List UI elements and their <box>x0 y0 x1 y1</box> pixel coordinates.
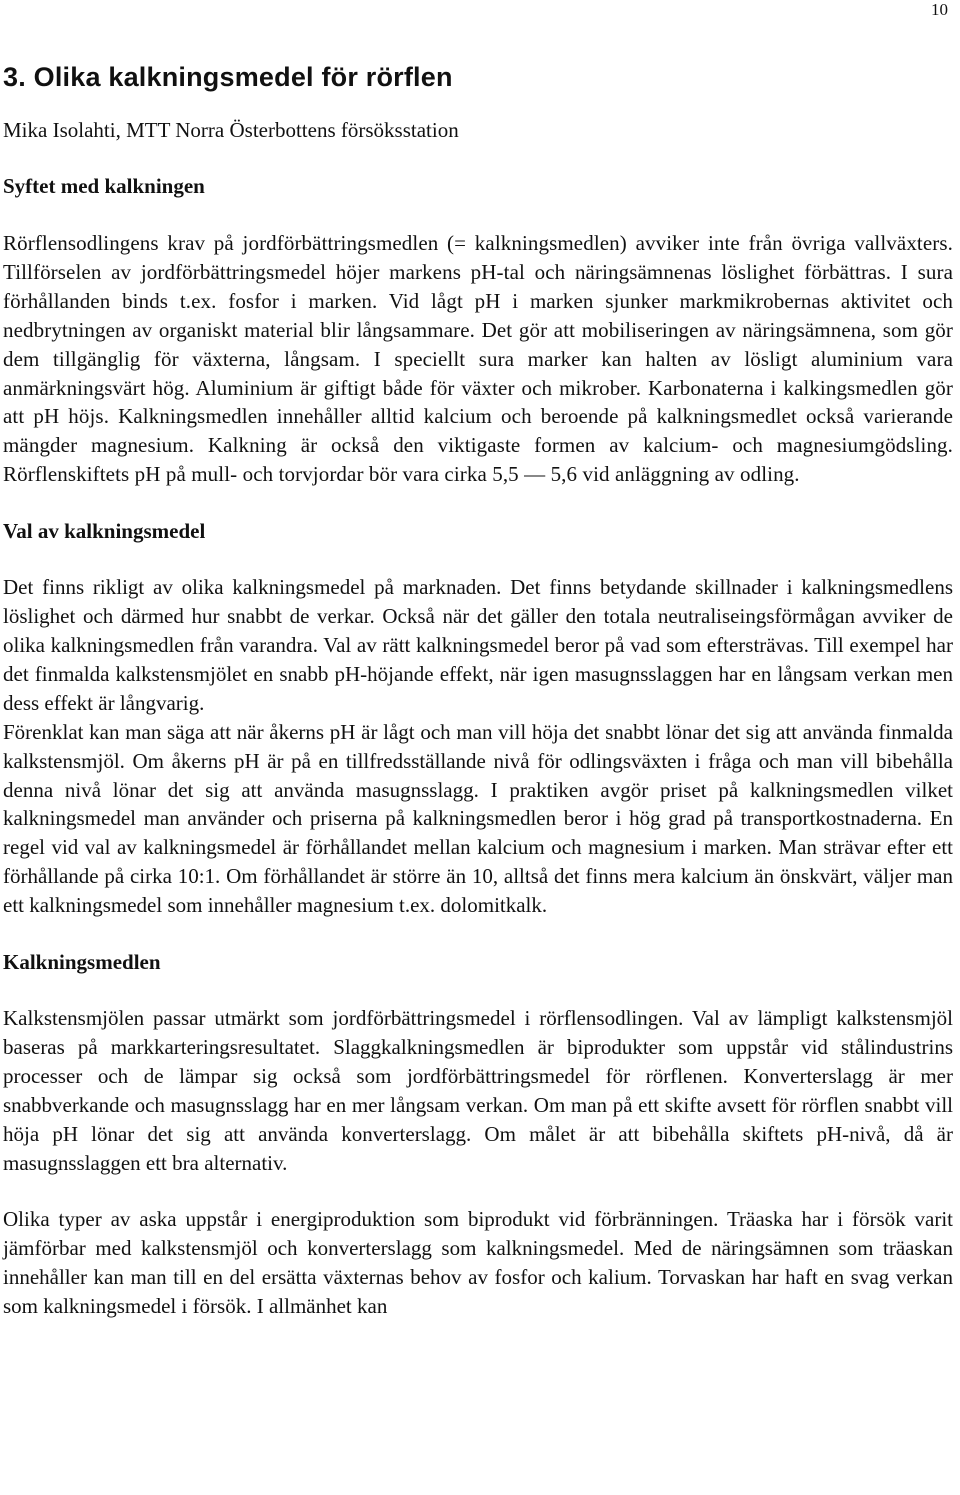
paragraph-val-1: Det finns rikligt av olika kalkningsmedel på marknaden. Det finns betydande skillnader i kalkningsmedlens löslighet och därmed hur snabbt de verkar. Också när det gäller den totala neutraliseingsförmågan avviker de olika kalkningsmedlen från varandra. Val av rätt kalkningsmedel beror på vad som eftersträvas. Till exempel har det finmalda kalkstensmjölet en snabb pH-höjande effekt, när igen masugnsslaggen har en långsam verkan men dess effekt är långvarig. <box>3 575 953 715</box>
section-heading-syftet: Syftet med kalkningen <box>3 174 205 198</box>
section-heading-kalkningsmedlen: Kalkningsmedlen <box>3 950 161 975</box>
page-title: 3. Olika kalkningsmedel för rörflen <box>3 62 453 92</box>
paragraph-kalkningsmedlen-1: Kalkstensmjölen passar utmärkt som jordförbättringsmedel i rörflensodlingen. Val av lämpligt kalkstensmjöl baseras på markkarteringsresultatet. Slaggkalkningsmedlen är biprodukter som uppstår vid stålindustrins processer och de lämpar sig också som jordförbättringsmedel för rörflenen. Konverterslagg är mer snabbverkande och masugnsslagg har en mer långsam verkan. Om man på ett skifte avsett för rörflen snabbt vill höja pH lönar det sig att använda konverterslagg. Om målet är att bibehålla skiftets pH-nivå, då är masugnsslaggen ett bra alternativ. <box>3 1006 953 1175</box>
section-heading-val: Val av kalkningsmedel <box>3 519 206 544</box>
paragraph-syftet: Rörflensodlingens krav på jordförbättringsmedlen (= kalkningsmedlen) avviker inte från övriga vallväxters. Tillförselen av jordförbättringsmedel höjer markens pH-tal och näringsämnenas löslighet förbättras. I sura förhållanden binds t.ex. fosfor i marken. Vid lågt pH i marken sjunker markmikrobernas aktivitet och nedbrytningen av organiskt material blir långsammare. Det gör att mobiliseringen av näringsämnena, som gör dem tillgänglig för växterna, långsam. I speciellt sura marker kan halten av lösligt aluminium vara anmärkningsvärt hög. Aluminium är giftigt både för växter och mikrober. Karbonaterna i kalkingsmedlen gör att pH höjs. Kalkningsmedlen innehåller alltid kalcium och beroende på kalkningsmedlet också varierande mängder magnesium. Kalkning är också den viktigaste formen av kalcium- och magnesiumgödsling. Rörflenskiftets pH på mull- och torvjordar bör vara cirka 5,5 — 5,6 vid anläggning av odling. <box>3 231 953 487</box>
page-number: 10 <box>931 0 948 19</box>
document-body <box>3 60 953 1321</box>
paragraph-val-2: Förenklat kan man säga att när åkerns pH är lågt och man vill höja det snabbt lönar det sig att använda finmalda kalkstensmjöl. Om åkerns pH är på en tillfredsställande nivå för odlingsväxten i fråga och man vill bibehålla denna nivå lönar det sig att använda masugnsslagg. I praktiken avgör priset på kalkningsmedlen vilket kalkningsmedel man använder och priserna på kalkningsmedlen beror i hög grad på transportkostnaderna. En regel vid val av kalkningsmedel är förhållandet mellan kalcium och magnesium i marken. Man strävar efter ett förhållande på cirka 10:1. Om förhållandet är större än 10, alltså det finns mera kalcium än önskvärt, väljer man ett kalkningsmedel som innehåller magnesium t.ex. dolomitkalk. <box>3 719 953 918</box>
paragraph-kalkningsmedlen-2: Olika typer av aska uppstår i energiproduktion som biprodukt vid förbränningen. Träaska har i försök varit jämförbar med kalkstensmjöl och konverterslagg som kalkningsmedel. Med de näringsämnen som träaskan innehåller kan man till en del ersätta växternas behov av fosfor och kalium. Torvaskan har haft en svag verkan som kalkningsmedel i försök. I allmänhet kan <box>3 1207 953 1319</box>
author-line: Mika Isolahti, MTT Norra Österbottens försöksstation <box>3 118 459 142</box>
